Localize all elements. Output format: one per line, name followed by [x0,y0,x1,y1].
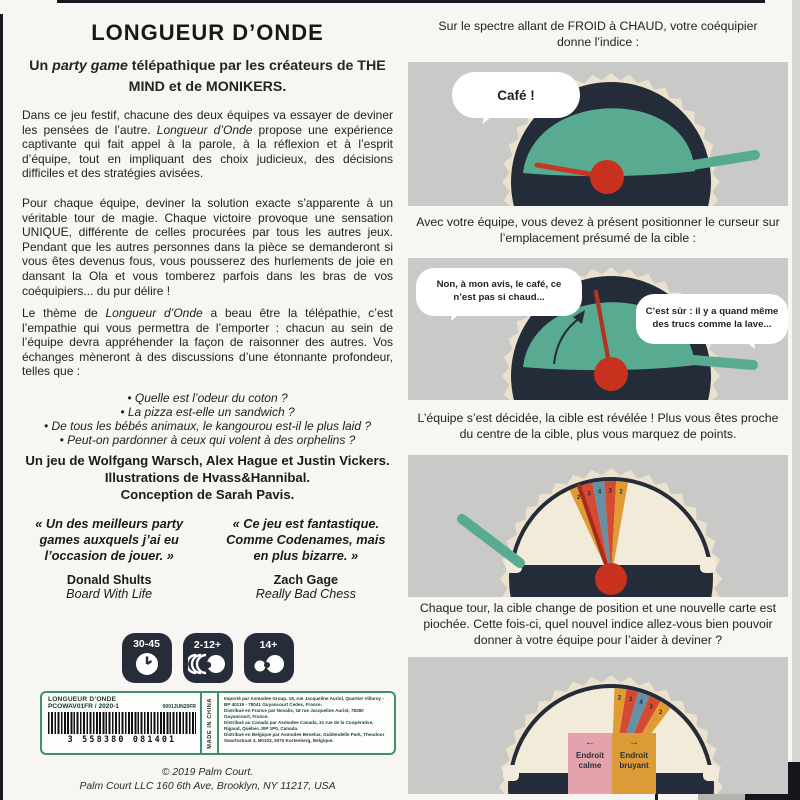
step-4-illustration [408,657,788,794]
question-item: • La pizza est-elle un sandwich ? [120,405,295,419]
step-4-text: Chaque tour, la cible change de position et une nouvelle carte est piochée. Cette fois-ci, quel nouvel indice allez-vous bien pouvoir donner à votre équipe pour l’aider à deviner ? [419,601,777,648]
dial-knob [595,563,627,595]
p3-post: a beau être la télépathie, c’est l’empathie qui vous permettra de l’emporter : chacun au sein de l’équipe devra appréhender la façon de raisonner des autres. Vos échanges mèneront à des discussions d’une étonnante profondeur, telles que : [22,306,393,379]
left-text-column [22,0,393,800]
p1-italic: Longueur d’Onde [156,122,253,137]
sticker-legal-cell [219,693,394,753]
speech-bubble: C’est sûr : il y a quand même des trucs comme la lave... [636,294,788,344]
playtime-badge [122,633,172,683]
dial-handle [693,360,753,365]
sticker-sku-row [48,703,196,710]
sticker-sku: PCOWAV01FR / 2020-1 [48,703,119,710]
legal-line: Distribué en Belgique par Asmodee Benelux, Guldendelle Park, Theodoor Swartsstraat 3, B0103, 3070 Kortenberg, Belgique. [224,731,385,743]
step-3-illustration [408,455,788,597]
wedge-value: 4 [597,489,602,496]
wedge-value: 2 [619,489,623,496]
sticker-product-name: LONGUEUR D’ONDE [48,696,117,703]
wedge-value: 3 [628,697,633,704]
legal-line: Distribué en France par Novalis, 18 rue Jacqueline Auriol, 78280 Guyancourt, France. [224,707,364,719]
copyright [22,766,393,793]
players-value: 2-12+ [193,638,222,651]
description-paragraph-1 [22,108,393,181]
step-1-illustration [408,62,788,206]
question-item: • Peut-on pardonner à ceux qui volent à des orphelins ? [59,433,356,447]
wedge-value: 2 [577,495,581,501]
subtitle-pre: Un [29,58,53,74]
description-paragraph-2: Pour chaque équipe, deviner la solution exacte s’apparente à un véritable tour de magie. Chaque victoire provoque une sensation UNIQUE, différente de celles procurées par tous les autres jeux. Pendant que les autres personnes dans la pièce se demanderont si vous êtes devenus fous, vous pousserez des hurlements de joie en dansant la Ola et vous tomberez parfois dans les bras de vos coéquipiers... du pur délire ! [22,196,393,298]
quote-source: Really Bad Chess [255,587,356,601]
p1-pre: Dans ce jeu festif, chacune des deux équipes va essayer de deviner les pensées de l’autre. [22,108,393,137]
dial-revealed-illustration [408,455,788,597]
quote-author: Donald Shults [66,573,152,587]
clue-card-right [612,733,656,794]
copyright-line: Palm Court LLC 160 6th Ave, Brooklyn, NY 11217, USA [79,780,336,792]
step-2-caption [408,214,788,246]
right-arrow-icon: → [629,737,639,748]
copyright-line: © 2019 Palm Court. [161,767,254,778]
clue-card-left [568,733,612,794]
p3-pre: Le thème de [22,306,106,320]
how-to-play-column [408,0,788,800]
credit-line: Un jeu de Wolfgang Warsch, Alex Hague et Justin Vickers. [25,453,390,468]
made-in-label: MADE IN CHINA [206,697,213,749]
dial-knob [590,160,624,194]
age-icon [252,652,286,676]
step-2-illustration [408,258,788,400]
box-left-edge [0,14,3,800]
photo-right-edge [792,0,800,800]
barcode-digits: 3 558380 081401 [67,734,177,744]
clue-card-label: Endroit calme [576,751,604,770]
wedge-value: 2 [617,695,622,702]
legal-line: Importé par Asmodee Group, 18, rue Jacqueline Auriol, Quartier Villaroy - BP 40119 - 78041 Guyancourt Cedex, France. [224,696,384,707]
wedge-value: 3 [649,704,653,711]
quote-text: « Un des meilleurs party games auxquels j’ai eu l’occasion de jouer. » [35,516,184,563]
step-1-caption [408,18,788,50]
dial-knob [594,357,628,391]
wedge-value: 3 [608,488,612,495]
description-paragraph-3 [22,306,393,379]
quote-author: Zach Gage [273,573,339,587]
clue-card-label: Endroit bruyant [619,751,649,770]
subtitle-post: télépathique par les créateurs de THE MIND et de MONIKERS. [127,58,386,95]
step-4-caption [408,600,788,649]
credits [22,452,393,503]
step-1-text: Sur le spectre allant de FROID à CHAUD, votre coéquipier donne l’indice : [438,19,758,50]
quote-text: « Ce jeu est fantastique. Comme Codenames, mais en plus bizarre. » [226,516,386,563]
step-3-caption [408,410,788,442]
game-subtitle [22,56,393,97]
wedge-value: 4 [639,700,643,707]
players-icon [188,652,228,676]
quote-block [22,516,196,601]
wedge-value: 2 [659,709,663,716]
left-arrow-icon: ← [585,737,595,748]
barcode [48,712,196,734]
legal-line: Distribué au Canada par Asmodee Canada, 31 rue de la Coopérative, Rigaud, Québec J0P 1P0, Canada. [224,719,374,731]
sticker-made-in-cell [200,693,219,753]
wedge-value: 3 [587,491,591,498]
step-3-text: L’équipe s’est décidée, la cible est révélée ! Plus vous êtes proche du centre de la cible, plus vous marquez de points. [417,411,779,442]
age-value: 14+ [259,638,278,651]
age-badge [244,633,294,683]
playtime-value: 30-45 [133,637,160,650]
game-title: LONGUEUR D’ONDE [91,20,324,45]
example-questions [22,391,393,447]
question-item: • De tous les bébés animaux, le kangourou est-il le plus laid ? [43,419,372,433]
sticker-batch: 0001JUN20FR [162,704,196,710]
sticker-barcode-cell [42,693,200,753]
quote-source: Board With Life [66,587,153,601]
speech-bubble: Café ! [452,72,580,118]
subtitle-italic: party game [52,58,128,74]
p3-italic: Longueur d’Onde [105,306,203,320]
product-sticker [40,691,396,755]
game-spec-badges [22,633,393,683]
p1-post: propose une expérience captivante qui fait appel à la parole, à la réflexion et à l’esprit d’équipe, tout en impliquant des choix judicieux, des décisions difficiles et des stratégies avisées. [22,122,393,181]
speech-bubble: Non, à mon avis, le café, ce n’est pas si chaud... [416,268,582,316]
step-2-text: Avec votre équipe, vous devez à présent positionner le curseur sur l’emplacement présumé de la cible : [416,215,780,246]
review-quotes [22,516,393,601]
clock-icon [134,651,160,677]
credit-line: Illustrations de Hvass&Hannibal. [104,470,311,485]
credit-line: Conception de Sarah Pavis. [120,487,295,502]
question-item: • Quelle est l’odeur du coton ? [127,391,288,405]
players-badge [183,633,233,683]
quote-block [219,516,393,601]
